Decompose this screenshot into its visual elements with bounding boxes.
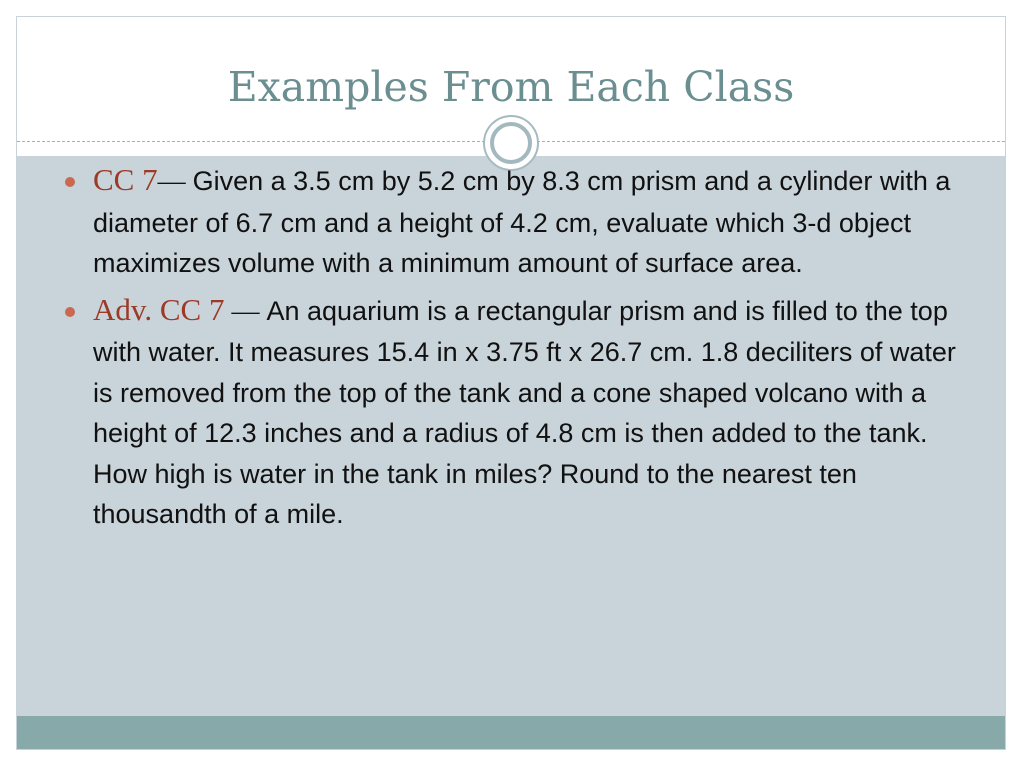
ring-inner-icon [490, 122, 532, 164]
bullet-text: An aquarium is a rectangular prism and is filled to the top with water. It measures 15.4 in x 3.75 ft x 26.7 cm. 1.8 deciliters of water is removed from the top of the tank and a cone shaped volcano with a height of 12.3 inches and a radius of 4.8 cm is then added to the tank. How high is water in the tank in miles? Round to the nearest ten thousandth of a mile. [93, 295, 956, 529]
bullet-item-cc7 [17, 160, 1005, 284]
bullet-list [17, 160, 1005, 541]
bullet-text: Given a 3.5 cm by 5.2 cm by 8.3 cm prism and a cylinder with a diameter of 6.7 cm and a height of 4.2 cm, evaluate which 3-d object maximizes volume with a minimum amount of surface area. [93, 166, 951, 278]
footer-bar [17, 716, 1005, 749]
bullet-item-adv-cc7 [17, 290, 1005, 535]
circle-bullet-icon [65, 177, 75, 187]
circle-bullet-icon [65, 307, 75, 317]
slide-title: Examples From Each Class [227, 63, 795, 111]
bullet-lead-label: CC 7 [93, 162, 158, 197]
em-dash: — [224, 295, 267, 327]
em-dash: — [157, 166, 193, 197]
bullet-lead-label: Adv. CC 7 [93, 291, 225, 327]
